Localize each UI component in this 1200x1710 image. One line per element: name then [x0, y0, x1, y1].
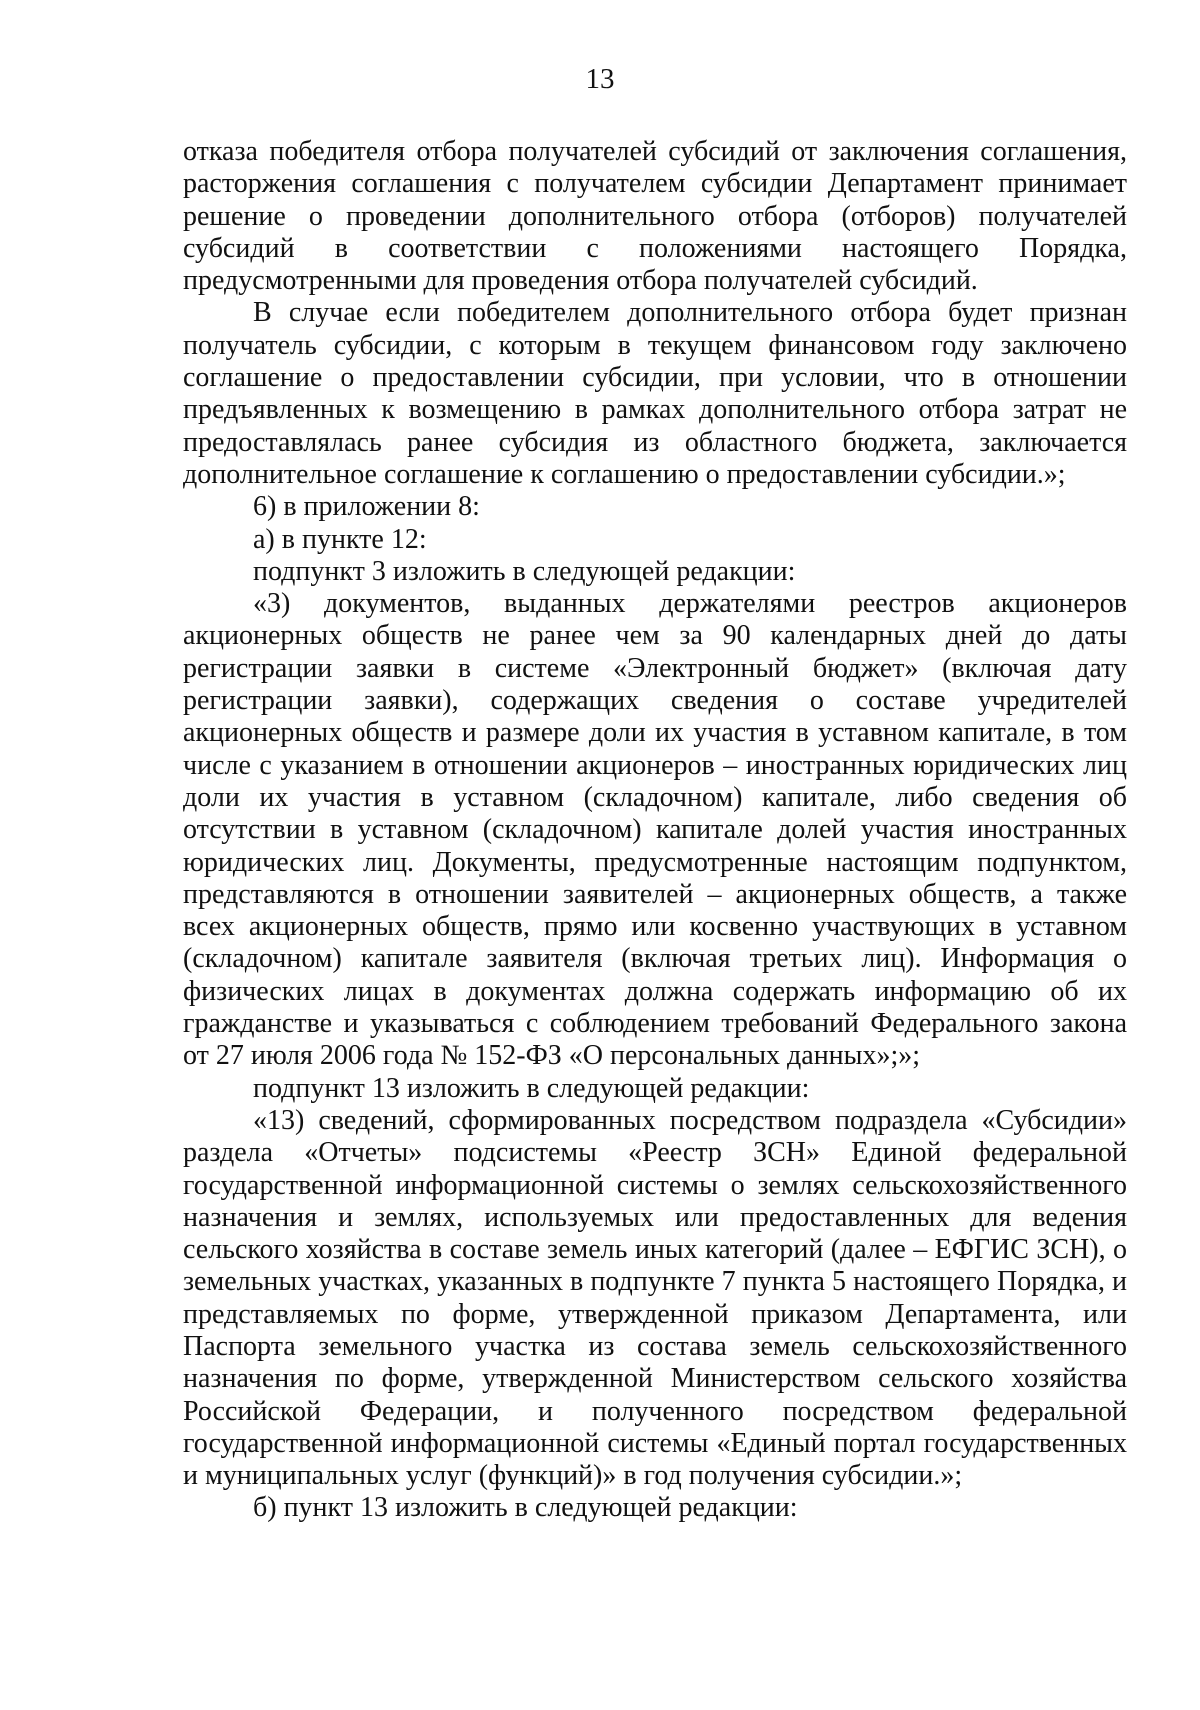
paragraph-subpoint-13-text: «13) сведений, сформированных посредством подраздела «Субсидии» раздела «Отчеты» подсистемы «Реестр ЗСН» Единой федеральной государственной информационной системы о землях сельскохозяйственного назначения и землях, используемых или предоставленных для ведения сельского хозяйства в составе земель иных категорий (далее – ЕФГИС ЗСН), о земельных участках, указанных в подпункте 7 пункта 5 настоящего Порядка, и представляемых по форме, утвержденной приказом Департамента, или Паспорта земельного участка из состава земель сельскохозяйственного назначения по форме, утвержденной Министерством сельского хозяйства Российской Федерации, и полученного посредством федеральной государственной информационной системы «Единый портал государственных и муниципальных услуг (функций)» в год получения субсидии.»;: [183, 1104, 1127, 1492]
page-number: 13: [585, 63, 615, 95]
paragraph-subpoint-3-intro: подпункт 3 изложить в следующей редакции:: [253, 555, 796, 587]
paragraph-point-13: б) пункт 13 изложить в следующей редакции:: [253, 1492, 798, 1524]
paragraph-continuation: отказа победителя отбора получателей субсидий от заключения соглашения, расторжения соглашения с получателем субсидии Департамент принимает решение о проведении дополнительного отбора (отборов) получателей субсидий в соответствии с положениями настоящего Порядка, предусмотренными для проведения отбора получателей субсидий.: [183, 136, 1127, 297]
paragraph-point-12: а) в пункте 12:: [253, 523, 427, 555]
paragraph-subpoint-3-text: «3) документов, выданных держателями реестров акционеров акционерных обществ не ранее чем за 90 календарных дней до даты регистрации заявки в системе «Электронный бюджет» (включая дату регистрации заявки), содержащих сведения о составе учредителей акционерных обществ и размере доли их участия в уставном капитале, в том числе с указанием в отношении акционеров – иностранных юридических лиц доли их участия в уставном (складочном) капитале, либо сведения об отсутствии в уставном (складочном) капитале долей участия иностранных юридических лиц. Документы, предусмотренные настоящим подпунктом, представляются в отношении заявителей – акционерных обществ, а также всех акционерных обществ, прямо или косвенно участвующих в уставном (складочном) капитале заявителя (включая третьих лиц). Информация о физических лицах в документах должна содержать информацию об их гражданстве и указываться с соблюдением требований Федерального закона от 27 июля 2006 года № 152-ФЗ «О персональных данных»;»;: [183, 588, 1127, 1072]
paragraph-subpoint-13-intro: подпункт 13 изложить в следующей редакции:: [253, 1072, 810, 1104]
paragraph-additional-selection: В случае если победителем дополнительного отбора будет признан получатель субсидии, с которым в текущем финансовом году заключено соглашение о предоставлении субсидии, при условии, что в отношении предъявленных к возмещению в рамках дополнительного отбора затрат не предоставлялась ранее субсидия из областного бюджета, заключается дополнительное соглашение к соглашению о предоставлении субсидии.»;: [183, 297, 1127, 490]
paragraph-appendix-8: 6) в приложении 8:: [253, 491, 480, 523]
document-body: [183, 136, 1127, 1525]
